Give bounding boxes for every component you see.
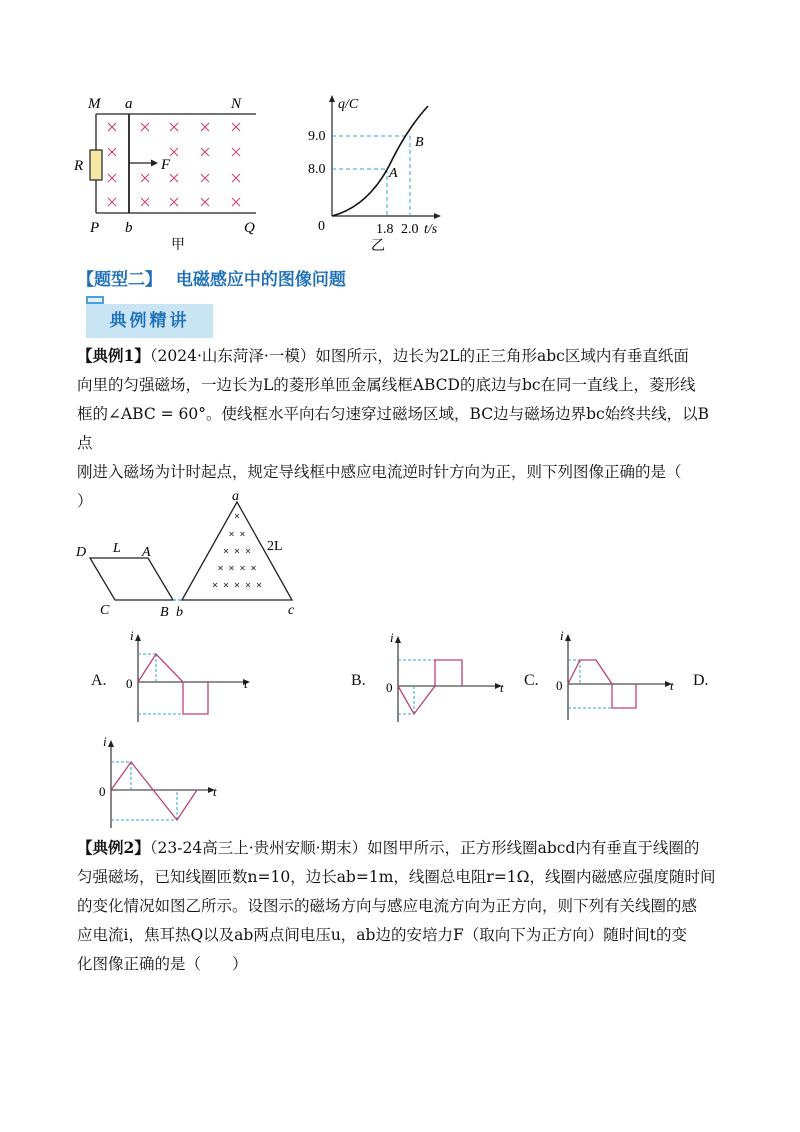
example2-line-1: （23-24高三上·贵州安顺·期末）如图甲所示，正方形线圈abcd内有垂直于线圈的 (149, 839, 700, 857)
example1-line-1: （2024·山东菏泽·一模）如图所示，边长为2L的正三角形abc区域内有垂直纸面 (149, 347, 689, 365)
svg-text:L: L (113, 541, 121, 556)
svg-text:乙: 乙 (371, 239, 385, 253)
svg-text:A: A (389, 166, 398, 181)
svg-text:i: i (390, 630, 394, 645)
example1-label: 【典例1】 (77, 346, 150, 365)
svg-text:t: t (500, 680, 504, 695)
svg-text:2.0: 2.0 (401, 222, 419, 237)
q-curve (332, 106, 428, 216)
svg-text:P: P (90, 220, 100, 236)
option-b-label[interactable]: B. (351, 672, 366, 689)
svg-text:A: A (142, 545, 151, 560)
svg-text:M: M (88, 96, 101, 112)
svg-text:0: 0 (99, 784, 106, 799)
svg-text:a: a (232, 489, 239, 504)
section-heading (77, 265, 346, 290)
triangle-field-crosses (213, 514, 261, 587)
svg-text:t: t (244, 676, 248, 691)
svg-text:B: B (160, 605, 169, 620)
svg-text:N: N (231, 96, 242, 112)
option-c-label[interactable]: C. (524, 672, 539, 689)
section-tag: 【题型二】 (77, 270, 162, 290)
svg-text:a: a (125, 96, 133, 112)
svg-text:t: t (670, 678, 674, 693)
figure-q-t-graph (300, 88, 450, 253)
svg-text:b: b (125, 220, 133, 236)
figure-circuit (68, 92, 278, 252)
option-a-label[interactable]: A. (91, 672, 107, 689)
example1-line-3: 框的∠ABC = 60°。使线框水平向右匀速穿过磁场区域，BC边与磁场边界bc始终共线，以B点 (77, 405, 710, 452)
svg-text:甲: 甲 (171, 238, 185, 252)
svg-text:b: b (176, 605, 183, 620)
option-c-graph[interactable] (550, 630, 685, 730)
svg-text:q/C: q/C (338, 97, 359, 112)
svg-text:9.0: 9.0 (308, 129, 326, 144)
svg-text:C: C (100, 603, 110, 618)
svg-text:c: c (288, 603, 295, 618)
svg-text:0: 0 (126, 676, 133, 691)
svg-text:2L: 2L (267, 539, 283, 554)
svg-text:1.8: 1.8 (376, 222, 394, 237)
svg-text:0: 0 (318, 219, 325, 234)
svg-text:0: 0 (386, 680, 393, 695)
resistor-symbol (90, 150, 102, 180)
banner-marker (86, 296, 104, 304)
option-d-graph[interactable] (93, 736, 233, 836)
example2-line-5: 化图像正确的是（ ） (77, 955, 248, 973)
example2-line-3: 的变化情况如图乙所示。设图示的磁场方向与感应电流方向为正方向，则下列有关线圈的感 (77, 897, 698, 915)
example2-text (77, 833, 723, 979)
svg-text:0: 0 (556, 678, 563, 693)
example1-line-5: ） (77, 492, 93, 510)
banner-example: 典例精讲 (86, 304, 213, 338)
example2-line-2: 匀强磁场，已知线圈匝数n=10，边长ab=1m，线圈总电阻r=1Ω，线圈内磁感应强度随时间 (77, 868, 716, 886)
svg-text:i: i (130, 630, 134, 643)
svg-text:8.0: 8.0 (308, 162, 326, 177)
magnetic-field-crosses (108, 123, 240, 206)
svg-text:t: t (213, 784, 217, 799)
example1-line-2: 向里的匀强磁场，一边长为L的菱形单匝金属线框ABCD的底边与bc在同一直线上，菱形线 (77, 376, 696, 394)
example1-line-4: 刚进入磁场为计时起点，规定导线框中感应电流逆时针方向为正，则下列图像正确的是（ (77, 463, 682, 481)
svg-text:t/s: t/s (424, 222, 438, 237)
option-a-graph[interactable] (120, 630, 260, 730)
option-b-graph[interactable] (380, 630, 520, 730)
example2-label: 【典例2】 (77, 838, 150, 857)
option-d-label[interactable]: D. (693, 672, 709, 689)
svg-text:i: i (560, 630, 564, 643)
svg-text:B: B (415, 135, 424, 150)
section-title: 电磁感应中的图像问题 (175, 270, 346, 290)
example2-line-4: 应电流i，焦耳热Q以及ab两点间电压u，ab边的安培力F（取向下为正方向）随时间t的变 (77, 926, 687, 944)
svg-text:R: R (74, 158, 84, 174)
rhombus-abcd (90, 558, 173, 600)
svg-text:Q: Q (244, 220, 255, 236)
svg-text:F: F (161, 157, 171, 173)
figure-rhombus-triangle (72, 488, 312, 620)
svg-text:D: D (76, 545, 87, 560)
svg-text:i: i (103, 736, 107, 749)
